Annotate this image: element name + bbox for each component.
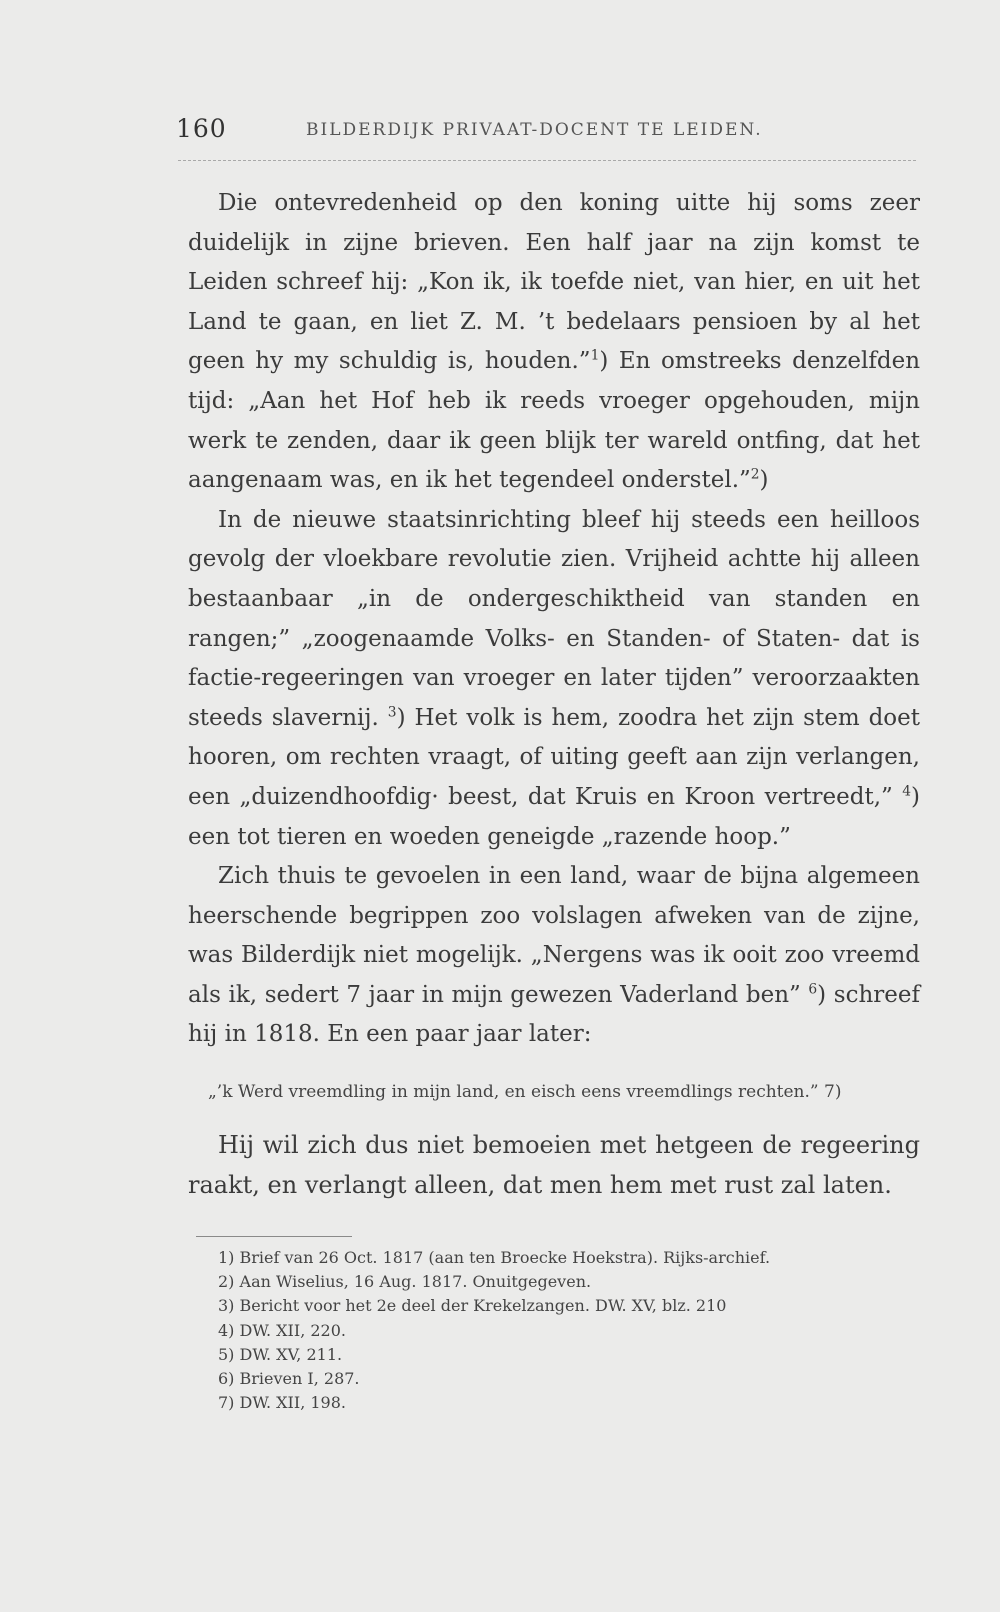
paragraph-1: [188, 184, 920, 501]
paragraph-4: Hij wil zich dus niet bemoeien met hetgeen de regeering raakt, en verlangt alleen, dat men hem met rust zal laten.: [188, 1131, 920, 1200]
footnote-1: 1) Brief van 26 Oct. 1817 (aan ten Broecke Hoekstra). Rijks-archief.: [218, 1248, 771, 1267]
paragraph-2-text-3: ) een tot tieren en woeden geneigde „razende hoop.”: [188, 783, 920, 850]
footnote-7: 7) DW. XII, 198.: [218, 1393, 346, 1413]
footnote-5: 5) DW. XV, 211.: [218, 1344, 343, 1364]
footnotes: [218, 1246, 918, 1415]
footnote-ref-4: 4: [902, 783, 912, 800]
paragraph-3-text-2: ) schreef hij in 1818. En een paar jaar later:: [188, 981, 920, 1048]
paragraph-2-text-2: ) Het volk is hem, zoodra het zijn stem doet hooren, om rechten vraagt, of uiting geeft aan zijn verlangen, een „duizendhoofdig· beest, dat Kruis en Kroon vertreedt,”: [188, 704, 920, 810]
paragraph-3-text: Zich thuis te gevoelen in een land, waar de bijna algemeen heerschende begrippen zoo volslagen afweken van de zijne, was Bilderdijk niet mogelijk. „Nergens was ik ooit zoo vreemd als ik, sedert 7 jaar in mijn gewezen Vaderland ben”: [188, 863, 920, 1008]
footnote-6: 6) Brieven I, 287.: [218, 1369, 360, 1389]
footnote-ref-3: 3: [387, 704, 397, 721]
body-text: [188, 184, 920, 1205]
footnote-rule: [196, 1236, 352, 1237]
footnote-2: 2) Aan Wiselius, 16 Aug. 1817. Onuitgegeven.: [218, 1272, 592, 1292]
paragraph-1-text-2: ) En omstreeks denzelfden tijd: „Aan het Hof heb ik reeds vroeger opgehouden, mijn werk te zenden, daar ik geen blijk ter wareld ontfing, dat het aangenaam was, en ik het tegendeel onderstel.”: [188, 348, 921, 494]
paragraph-1-end: ): [759, 467, 769, 494]
header-rule: [178, 160, 916, 161]
footnote-4: 4) DW. XII, 220.: [218, 1320, 346, 1340]
paragraph-2-text: In de nieuwe staatsinrichting bleef hij steeds een heilloos gevolg der vloekbare revolutie zien. Vrijheid achtte hij alleen bestaanbaar „in de ondergeschiktheid van standen en rangen;” „zoogenaamde Volks- en Standen- of Staten- dat is factie-regeeringen van vroeger en later tijden” veroorzaakten steeds slavernij.: [188, 506, 920, 731]
page-header: [176, 114, 916, 150]
running-title: BILDERDIJK PRIVAAT-DOCENT TE LEIDEN.: [306, 120, 763, 140]
paragraph-3: [188, 857, 920, 1055]
footnote-ref-1: 1: [590, 347, 600, 364]
page-number: 160: [176, 114, 227, 143]
footnote-3: 3) Bericht voor het 2e deel der Krekelzangen. DW. XV, blz. 210: [218, 1296, 727, 1316]
footnote-ref-2: 2: [750, 466, 760, 483]
paragraph-1-text: Die ontevredenheid op den koning uitte hij soms zeer duidelijk in zijne brieven. Een half jaar na zijn komst te Leiden schreef hij: „Kon ik, ik toefde niet, van hier, en uit het Land te gaan, en liet Z. M. ’t bedelaars pensioen by al het geen hy my schuldig is, houden.”: [188, 190, 920, 375]
footnote-ref-6: 6: [808, 981, 818, 998]
verse-quote: „’k Werd vreemdling in mijn land, en eisch eens vreemdlings rechten.” 7): [208, 1082, 842, 1103]
paragraph-2: [188, 501, 920, 857]
